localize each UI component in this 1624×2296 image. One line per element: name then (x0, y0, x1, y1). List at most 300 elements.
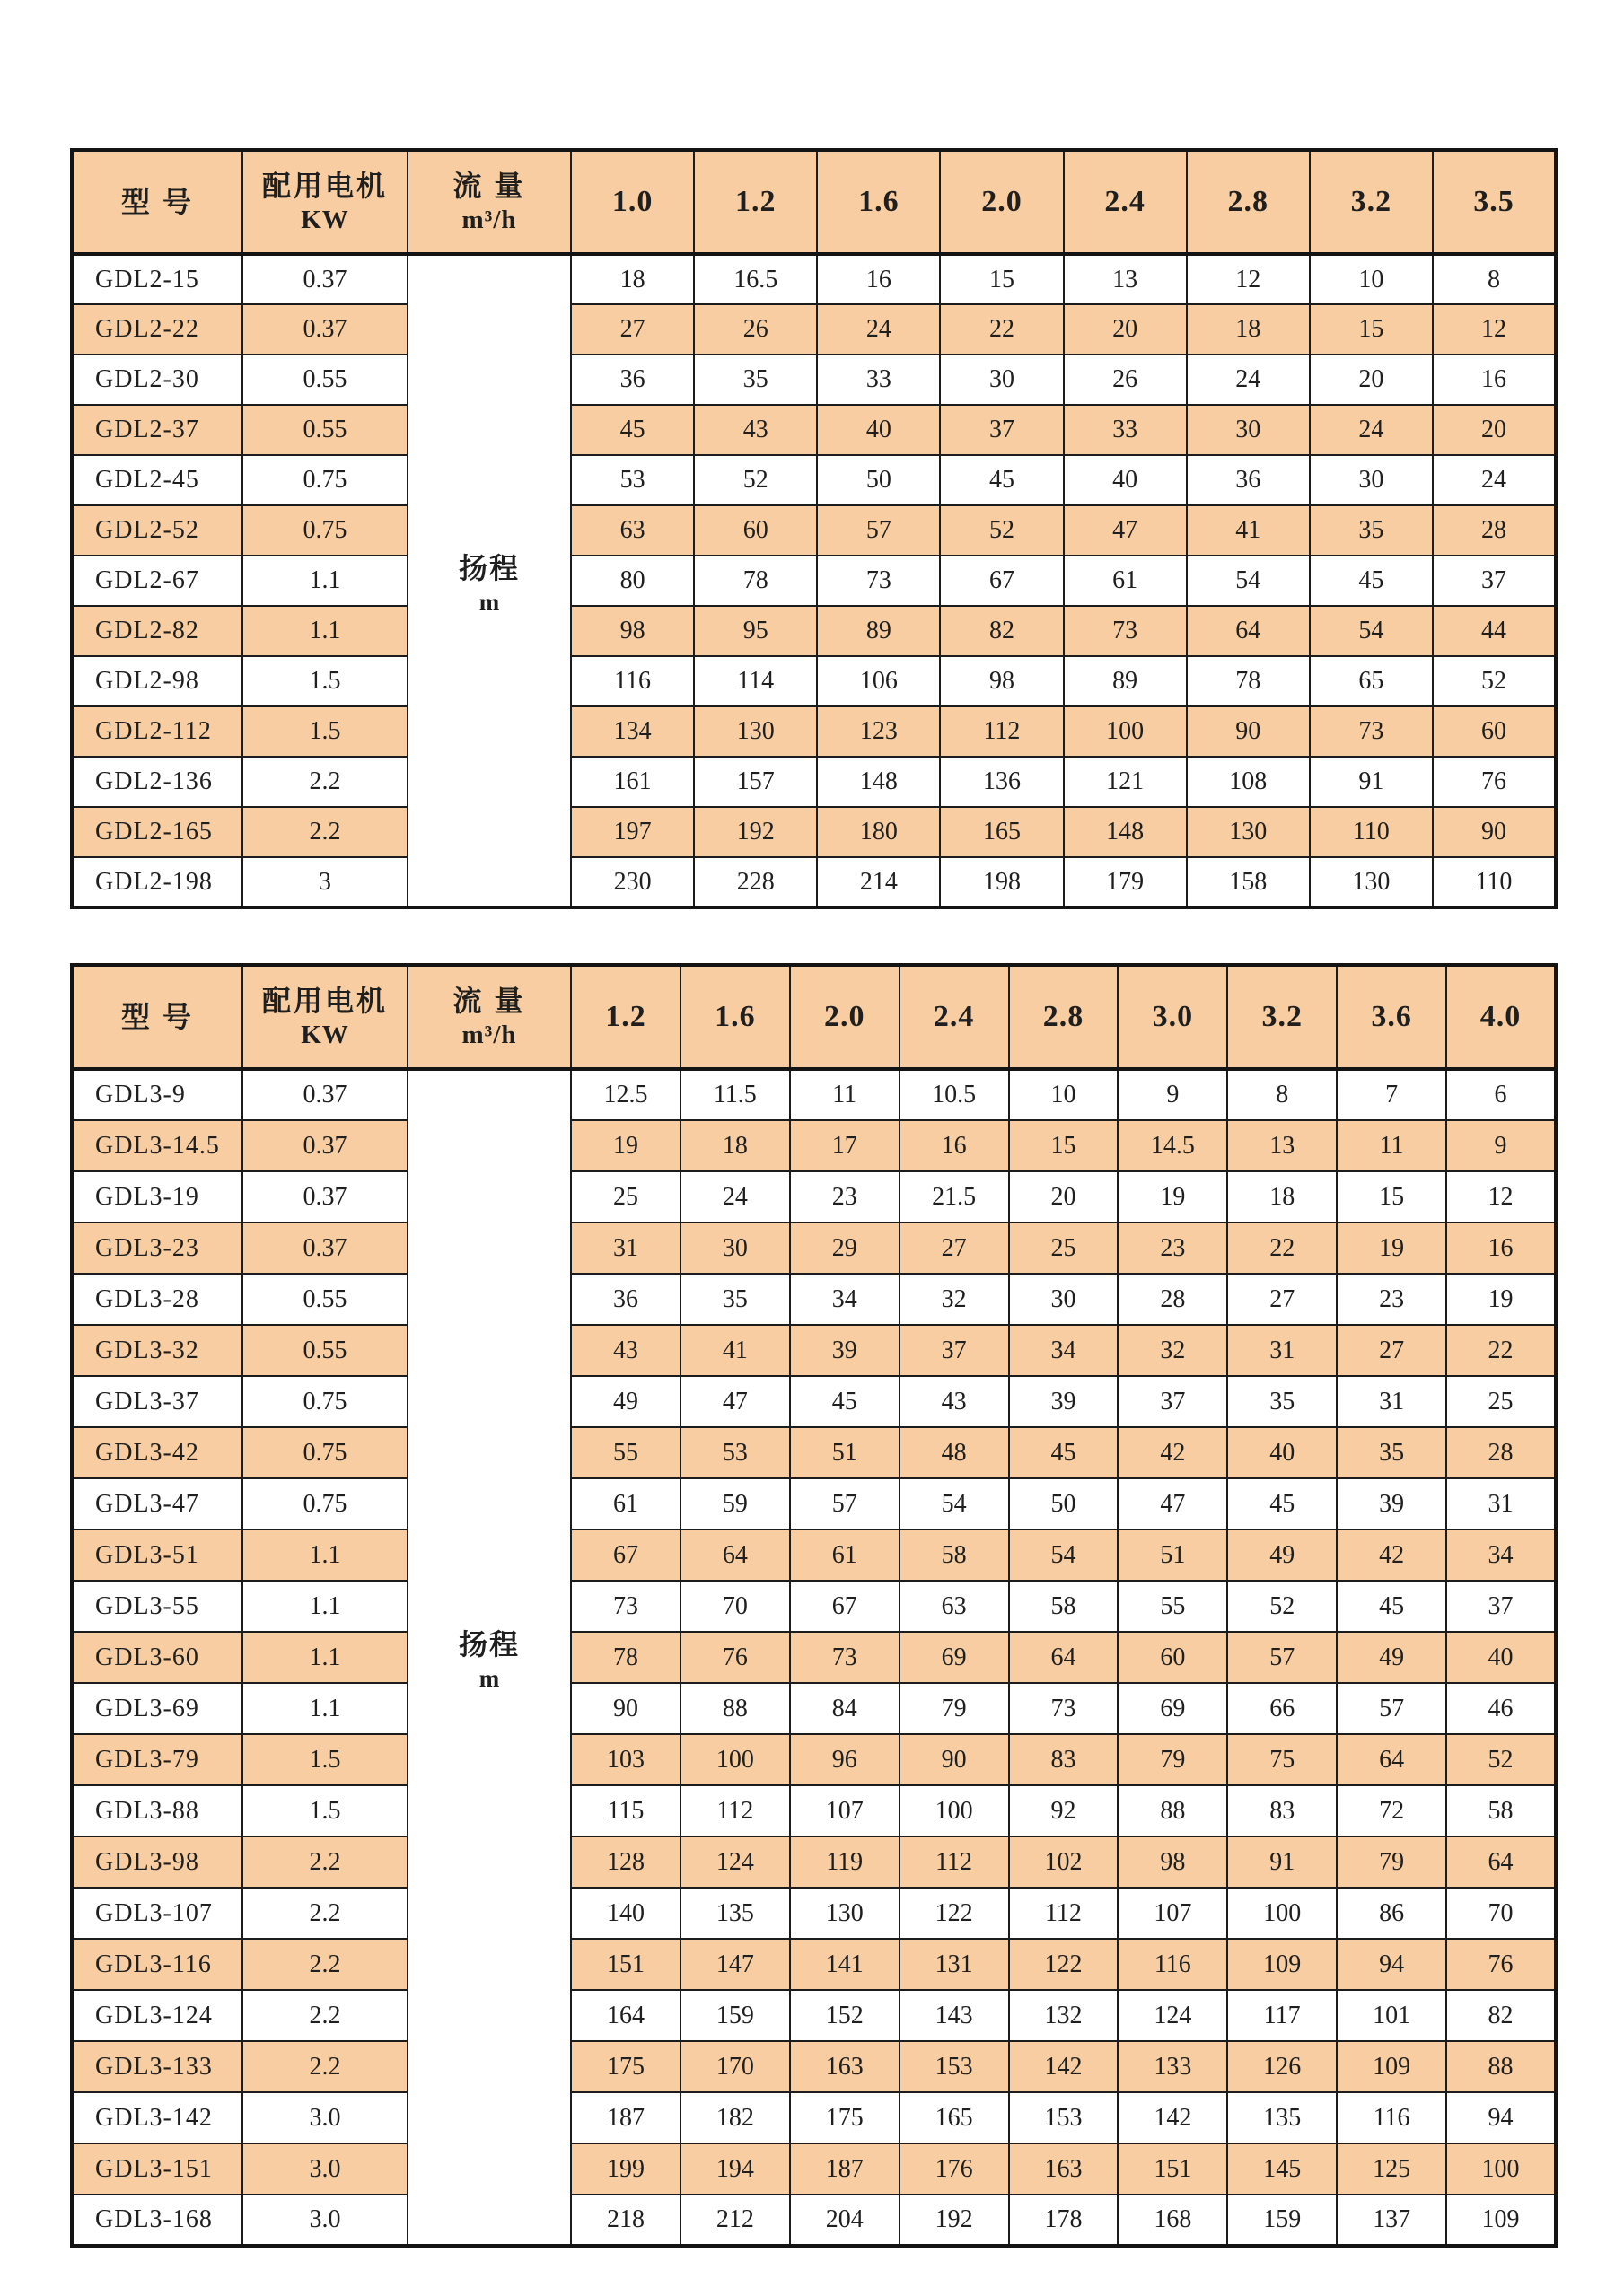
head-value-cell: 52 (1433, 656, 1556, 706)
head-value-cell: 24 (1310, 405, 1433, 455)
model-cell: GDL3-168 (72, 2195, 242, 2246)
head-value-cell: 12.5 (571, 1069, 680, 1120)
head-value-cell: 65 (1310, 656, 1433, 706)
table-row (72, 355, 1556, 405)
kw-cell: 0.75 (242, 505, 408, 556)
head-value-cell: 61 (790, 1529, 900, 1581)
header-row (72, 150, 1556, 254)
head-value-cell: 8 (1433, 254, 1556, 304)
head-value-cell: 122 (900, 1888, 1009, 1939)
head-value-cell: 32 (900, 1274, 1009, 1325)
head-value-cell: 11 (1337, 1120, 1446, 1171)
head-value-cell: 182 (680, 2092, 790, 2143)
kw-cell: 2.2 (242, 1990, 408, 2041)
kw-cell: 1.5 (242, 656, 408, 706)
head-value-cell: 45 (1337, 1581, 1446, 1632)
head-value-cell: 36 (571, 1274, 680, 1325)
head-value-cell: 170 (680, 2041, 790, 2092)
head-value-cell: 175 (790, 2092, 900, 2143)
head-value-cell: 168 (1118, 2195, 1227, 2246)
table-row (72, 2143, 1556, 2195)
flow-header-line1: 流 量 (452, 984, 526, 1017)
head-value-cell: 47 (680, 1376, 790, 1427)
head-value-cell: 10.5 (900, 1069, 1009, 1120)
head-value-cell: 18 (680, 1120, 790, 1171)
head-value-cell: 179 (1064, 857, 1187, 907)
head-value-cell: 78 (694, 556, 817, 606)
kw-cell: 2.2 (242, 1888, 408, 1939)
head-value-cell: 15 (1009, 1120, 1119, 1171)
head-value-cell: 100 (1227, 1888, 1337, 1939)
head-value-cell: 192 (900, 2195, 1009, 2246)
flow-col-header: 2.8 (1009, 965, 1119, 1069)
model-cell: GDL3-133 (72, 2041, 242, 2092)
head-value-cell: 148 (817, 757, 940, 807)
flow-col-header: 3.5 (1433, 150, 1556, 254)
kw-cell: 0.37 (242, 1222, 408, 1274)
model-cell: GDL3-69 (72, 1683, 242, 1734)
head-value-cell: 145 (1227, 2143, 1337, 2195)
kw-cell: 1.1 (242, 556, 408, 606)
head-value-cell: 13 (1064, 254, 1187, 304)
head-value-cell: 98 (1118, 1836, 1227, 1888)
table-row (72, 757, 1556, 807)
motor-header-line2: KW (301, 1020, 349, 1049)
gdl2-pump-table (70, 148, 1558, 909)
head-value-cell: 22 (940, 304, 1063, 355)
head-value-cell: 69 (1118, 1683, 1227, 1734)
head-value-cell: 112 (680, 1785, 790, 1836)
head-value-cell: 121 (1064, 757, 1187, 807)
kw-cell: 1.1 (242, 606, 408, 656)
table-row (72, 1888, 1556, 1939)
head-label-line2: m (478, 588, 500, 616)
head-value-cell: 100 (1064, 706, 1187, 757)
head-value-cell: 131 (900, 1939, 1009, 1990)
head-value-cell: 40 (817, 405, 940, 455)
gdl3-pump-table (70, 963, 1558, 2248)
head-value-cell: 73 (790, 1632, 900, 1683)
head-value-cell: 178 (1009, 2195, 1119, 2246)
flow-header-unit: m³/h (461, 1020, 517, 1049)
kw-cell: 1.5 (242, 1785, 408, 1836)
head-value-cell: 124 (680, 1836, 790, 1888)
head-value-cell: 39 (1009, 1376, 1119, 1427)
head-value-cell: 27 (571, 304, 694, 355)
model-cell: GDL3-151 (72, 2143, 242, 2195)
head-value-cell: 83 (1227, 1785, 1337, 1836)
head-value-cell: 60 (1118, 1632, 1227, 1683)
model-cell: GDL3-79 (72, 1734, 242, 1785)
head-value-cell: 199 (571, 2143, 680, 2195)
flow-header (408, 965, 571, 1069)
kw-cell: 2.2 (242, 1836, 408, 1888)
head-value-cell: 110 (1310, 807, 1433, 857)
head-value-cell: 133 (1118, 2041, 1227, 2092)
head-value-cell: 53 (680, 1427, 790, 1478)
head-value-cell: 116 (1337, 2092, 1446, 2143)
head-value-cell: 42 (1118, 1427, 1227, 1478)
head-value-cell: 9 (1118, 1069, 1227, 1120)
head-value-cell: 117 (1227, 1990, 1337, 2041)
kw-cell: 0.55 (242, 1274, 408, 1325)
head-value-cell: 73 (1310, 706, 1433, 757)
head-value-cell: 51 (1118, 1529, 1227, 1581)
model-cell: GDL3-60 (72, 1632, 242, 1683)
head-value-cell: 35 (694, 355, 817, 405)
head-value-cell: 187 (571, 2092, 680, 2143)
head-value-cell: 136 (940, 757, 1063, 807)
model-cell: GDL2-98 (72, 656, 242, 706)
head-value-cell: 25 (1009, 1222, 1119, 1274)
head-value-cell: 12 (1446, 1171, 1556, 1222)
head-value-cell: 26 (1064, 355, 1187, 405)
head-value-cell: 19 (1118, 1171, 1227, 1222)
head-value-cell: 61 (571, 1478, 680, 1529)
model-header: 型 号 (72, 965, 242, 1069)
head-value-cell: 73 (1009, 1683, 1119, 1734)
kw-cell: 0.37 (242, 1069, 408, 1120)
head-value-cell: 122 (1009, 1939, 1119, 1990)
head-value-cell: 98 (940, 656, 1063, 706)
flow-col-header: 2.8 (1187, 150, 1310, 254)
head-value-cell: 30 (1187, 405, 1310, 455)
head-value-cell: 52 (694, 455, 817, 505)
head-value-cell: 22 (1227, 1222, 1337, 1274)
model-cell: GDL3-47 (72, 1478, 242, 1529)
head-value-cell: 95 (694, 606, 817, 656)
head-value-cell: 15 (1337, 1171, 1446, 1222)
table-row (72, 455, 1556, 505)
head-value-cell: 18 (1187, 304, 1310, 355)
head-value-cell: 19 (1337, 1222, 1446, 1274)
head-value-cell: 137 (1337, 2195, 1446, 2246)
table-row (72, 1990, 1556, 2041)
head-value-cell: 198 (940, 857, 1063, 907)
head-value-cell: 24 (1433, 455, 1556, 505)
table-row (72, 1427, 1556, 1478)
head-value-cell: 64 (680, 1529, 790, 1581)
kw-cell: 0.75 (242, 455, 408, 505)
head-value-cell: 28 (1118, 1274, 1227, 1325)
model-cell: GDL3-107 (72, 1888, 242, 1939)
model-cell: GDL3-19 (72, 1171, 242, 1222)
head-value-cell: 50 (817, 455, 940, 505)
head-value-cell: 54 (1009, 1529, 1119, 1581)
head-value-cell: 64 (1009, 1632, 1119, 1683)
head-value-cell: 130 (694, 706, 817, 757)
head-value-cell: 165 (940, 807, 1063, 857)
head-value-cell: 49 (1337, 1632, 1446, 1683)
head-value-cell: 40 (1064, 455, 1187, 505)
table-row (72, 1683, 1556, 1734)
head-value-cell: 37 (1433, 556, 1556, 606)
model-cell: GDL2-165 (72, 807, 242, 857)
head-value-cell: 116 (571, 656, 694, 706)
head-value-cell: 123 (817, 706, 940, 757)
table-row (72, 1120, 1556, 1171)
kw-cell: 0.55 (242, 1325, 408, 1376)
head-value-cell: 88 (1446, 2041, 1556, 2092)
head-value-cell: 73 (571, 1581, 680, 1632)
head-value-cell: 101 (1337, 1990, 1446, 2041)
head-value-cell: 43 (571, 1325, 680, 1376)
head-value-cell: 33 (1064, 405, 1187, 455)
head-value-cell: 16.5 (694, 254, 817, 304)
head-value-cell: 66 (1227, 1683, 1337, 1734)
head-value-cell: 28 (1446, 1427, 1556, 1478)
head-value-cell: 45 (1009, 1427, 1119, 1478)
flow-col-header: 4.0 (1446, 965, 1556, 1069)
head-value-cell: 175 (571, 2041, 680, 2092)
head-value-cell: 96 (790, 1734, 900, 1785)
head-value-cell: 124 (1118, 1990, 1227, 2041)
head-value-cell: 49 (1227, 1529, 1337, 1581)
head-value-cell: 37 (900, 1325, 1009, 1376)
head-value-cell: 18 (571, 254, 694, 304)
head-value-cell: 23 (1337, 1274, 1446, 1325)
kw-cell: 3.0 (242, 2143, 408, 2195)
head-value-cell: 180 (817, 807, 940, 857)
head-value-cell: 94 (1446, 2092, 1556, 2143)
head-value-cell: 16 (1433, 355, 1556, 405)
model-cell: GDL3-9 (72, 1069, 242, 1120)
head-value-cell: 142 (1118, 2092, 1227, 2143)
head-value-cell: 20 (1009, 1171, 1119, 1222)
flow-col-header: 1.0 (571, 150, 694, 254)
head-value-cell: 34 (1446, 1529, 1556, 1581)
head-value-cell: 151 (1118, 2143, 1227, 2195)
head-value-cell: 59 (680, 1478, 790, 1529)
head-value-cell: 18 (1227, 1171, 1337, 1222)
head-value-cell: 51 (790, 1427, 900, 1478)
table-row (72, 1222, 1556, 1274)
model-cell: GDL2-82 (72, 606, 242, 656)
model-cell: GDL2-45 (72, 455, 242, 505)
table-row (72, 606, 1556, 656)
head-value-cell: 70 (680, 1581, 790, 1632)
head-value-cell: 115 (571, 1785, 680, 1836)
head-value-cell: 12 (1187, 254, 1310, 304)
head-value-cell: 76 (680, 1632, 790, 1683)
head-value-cell: 33 (817, 355, 940, 405)
head-value-cell: 43 (694, 405, 817, 455)
flow-col-header: 2.0 (940, 150, 1063, 254)
head-value-cell: 20 (1310, 355, 1433, 405)
head-value-cell: 82 (940, 606, 1063, 656)
head-value-cell: 76 (1446, 1939, 1556, 1990)
head-value-cell: 164 (571, 1990, 680, 2041)
model-cell: GDL2-136 (72, 757, 242, 807)
head-value-cell: 50 (1009, 1478, 1119, 1529)
head-value-cell: 55 (571, 1427, 680, 1478)
head-value-cell: 152 (790, 1990, 900, 2041)
head-value-cell: 20 (1064, 304, 1187, 355)
head-value-cell: 35 (680, 1274, 790, 1325)
head-value-cell: 108 (1187, 757, 1310, 807)
flow-col-header: 2.4 (900, 965, 1009, 1069)
motor-header-line1: 配用电机 (261, 169, 388, 202)
head-value-cell: 158 (1187, 857, 1310, 907)
head-value-cell: 58 (900, 1529, 1009, 1581)
flow-col-header: 3.0 (1118, 965, 1227, 1069)
head-value-cell: 73 (817, 556, 940, 606)
model-cell: GDL3-28 (72, 1274, 242, 1325)
head-value-cell: 61 (1064, 556, 1187, 606)
model-cell: GDL2-112 (72, 706, 242, 757)
head-value-cell: 45 (1227, 1478, 1337, 1529)
model-cell: GDL2-15 (72, 254, 242, 304)
kw-cell: 0.75 (242, 1427, 408, 1478)
head-label-line1: 扬程 (458, 1628, 520, 1661)
head-value-cell: 194 (680, 2143, 790, 2195)
model-cell: GDL3-32 (72, 1325, 242, 1376)
kw-cell: 2.2 (242, 757, 408, 807)
head-value-cell: 135 (1227, 2092, 1337, 2143)
head-value-cell: 55 (1118, 1581, 1227, 1632)
head-value-cell: 130 (1187, 807, 1310, 857)
model-cell: GDL3-116 (72, 1939, 242, 1990)
head-value-cell: 16 (900, 1120, 1009, 1171)
head-value-cell: 230 (571, 857, 694, 907)
table-row (72, 1632, 1556, 1683)
table-row (72, 706, 1556, 757)
head-value-cell: 37 (1118, 1376, 1227, 1427)
head-value-cell: 15 (1310, 304, 1433, 355)
head-value-cell: 45 (790, 1376, 900, 1427)
model-cell: GDL3-42 (72, 1427, 242, 1478)
head-value-cell: 17 (790, 1120, 900, 1171)
head-value-cell: 109 (1446, 2195, 1556, 2246)
head-value-cell: 125 (1337, 2143, 1446, 2195)
flow-col-header: 3.2 (1310, 150, 1433, 254)
table-row (72, 1734, 1556, 1785)
head-value-cell: 90 (900, 1734, 1009, 1785)
head-value-cell: 91 (1227, 1836, 1337, 1888)
head-value-cell: 140 (571, 1888, 680, 1939)
head-value-cell: 143 (900, 1990, 1009, 2041)
model-cell: GDL3-88 (72, 1785, 242, 1836)
head-value-cell: 47 (1118, 1478, 1227, 1529)
head-value-cell: 86 (1337, 1888, 1446, 1939)
head-value-cell: 126 (1227, 2041, 1337, 2092)
flow-header-line1: 流 量 (452, 169, 526, 202)
head-value-cell: 24 (817, 304, 940, 355)
flow-col-header: 2.4 (1064, 150, 1187, 254)
head-value-cell: 161 (571, 757, 694, 807)
head-value-cell: 67 (940, 556, 1063, 606)
head-value-cell: 23 (1118, 1222, 1227, 1274)
head-value-cell: 84 (790, 1683, 900, 1734)
head-value-cell: 116 (1118, 1939, 1227, 1990)
head-value-cell: 15 (940, 254, 1063, 304)
head-value-cell: 9 (1446, 1120, 1556, 1171)
head-value-cell: 25 (571, 1171, 680, 1222)
head-value-cell: 192 (694, 807, 817, 857)
head-value-cell: 10 (1009, 1069, 1119, 1120)
head-value-cell: 75 (1227, 1734, 1337, 1785)
head-value-cell: 36 (1187, 455, 1310, 505)
head-value-cell: 11 (790, 1069, 900, 1120)
model-cell: GDL2-67 (72, 556, 242, 606)
kw-cell: 3 (242, 857, 408, 907)
head-value-cell: 157 (694, 757, 817, 807)
head-value-cell: 67 (790, 1581, 900, 1632)
head-value-cell: 212 (680, 2195, 790, 2246)
head-value-cell: 159 (1227, 2195, 1337, 2246)
table-row (72, 857, 1556, 907)
table-row (72, 1939, 1556, 1990)
table-row (72, 2092, 1556, 2143)
table-row (72, 1274, 1556, 1325)
table-row (72, 1376, 1556, 1427)
table-row (72, 1171, 1556, 1222)
flow-col-header: 1.2 (571, 965, 680, 1069)
head-value-cell: 89 (1064, 656, 1187, 706)
head-value-cell: 14.5 (1118, 1120, 1227, 1171)
head-value-cell: 141 (790, 1939, 900, 1990)
head-value-cell: 16 (817, 254, 940, 304)
head-value-cell: 82 (1446, 1990, 1556, 2041)
head-value-cell: 107 (1118, 1888, 1227, 1939)
head-value-cell: 100 (900, 1785, 1009, 1836)
head-value-cell: 78 (1187, 656, 1310, 706)
head-value-cell: 21.5 (900, 1171, 1009, 1222)
head-value-cell: 130 (1310, 857, 1433, 907)
head-value-cell: 52 (940, 505, 1063, 556)
kw-cell: 2.2 (242, 807, 408, 857)
head-value-cell: 100 (680, 1734, 790, 1785)
head-value-cell: 46 (1446, 1683, 1556, 1734)
head-value-cell: 13 (1227, 1120, 1337, 1171)
kw-cell: 3.0 (242, 2092, 408, 2143)
head-value-cell: 79 (1337, 1836, 1446, 1888)
head-value-cell: 94 (1337, 1939, 1446, 1990)
head-value-cell: 47 (1064, 505, 1187, 556)
head-value-cell: 26 (694, 304, 817, 355)
head-value-cell: 19 (1446, 1274, 1556, 1325)
kw-cell: 2.2 (242, 1939, 408, 1990)
head-value-cell: 76 (1433, 757, 1556, 807)
head-value-cell: 163 (1009, 2143, 1119, 2195)
table-row (72, 1069, 1556, 1120)
motor-header-line1: 配用电机 (261, 984, 388, 1017)
head-value-cell: 39 (790, 1325, 900, 1376)
head-value-cell: 45 (940, 455, 1063, 505)
head-value-cell: 43 (900, 1376, 1009, 1427)
header-row (72, 965, 1556, 1069)
head-value-cell: 64 (1187, 606, 1310, 656)
head-value-cell: 204 (790, 2195, 900, 2246)
motor-header-line2: KW (301, 205, 349, 234)
head-value-cell: 218 (571, 2195, 680, 2246)
head-value-cell: 16 (1446, 1222, 1556, 1274)
head-value-cell: 35 (1227, 1376, 1337, 1427)
model-cell: GDL3-51 (72, 1529, 242, 1581)
head-value-cell: 89 (817, 606, 940, 656)
head-value-cell: 25 (1446, 1376, 1556, 1427)
model-cell: GDL3-124 (72, 1990, 242, 2041)
table-row (72, 1478, 1556, 1529)
head-value-cell: 30 (1009, 1274, 1119, 1325)
kw-cell: 0.37 (242, 304, 408, 355)
head-value-cell: 102 (1009, 1836, 1119, 1888)
head-value-cell: 40 (1227, 1427, 1337, 1478)
head-value-cell: 90 (1433, 807, 1556, 857)
head-value-cell: 110 (1433, 857, 1556, 907)
head-value-cell: 44 (1433, 606, 1556, 656)
table-row (72, 1836, 1556, 1888)
